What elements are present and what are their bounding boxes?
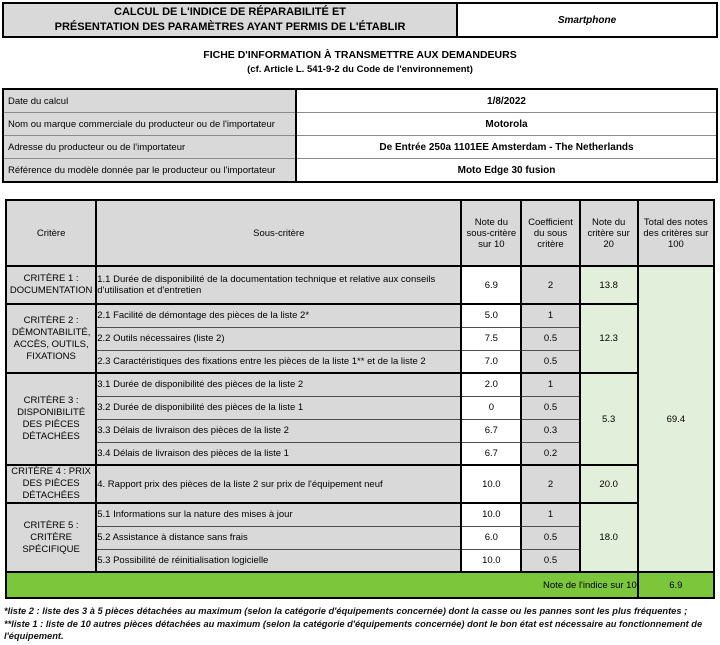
subcriterion-score-cell: 6.7 [461, 442, 521, 465]
subcriterion-cell: 3.4 Délais de livraison des pièces de la liste 1 [96, 442, 461, 465]
subcriterion-cell: 4. Rapport prix des pièces de la liste 2 sur prix de l'équipement neuf [96, 465, 461, 503]
subcriterion-score-cell: 0 [461, 396, 521, 419]
info-row-label: Nom ou marque commerciale du producteur ou de l'importateur [3, 113, 296, 136]
final-index-score: 6.9 [638, 572, 714, 598]
subcriterion-score-cell: 6.9 [461, 266, 521, 304]
coefficient-cell: 2 [521, 266, 579, 304]
coefficient-cell: 0.5 [521, 327, 579, 350]
criterion-score20-cell: 12.3 [580, 304, 638, 373]
subcriterion-cell: 5.2 Assistance à distance sans frais [96, 526, 461, 549]
footnote-liste-1: **liste 1 : liste de 10 autres pièces détachées au maximum (selon la catégorie d'équipements concernée) dont le bon état est nécessaire au fonctionnement de l'équipement. [4, 618, 703, 641]
criterion-row [6, 304, 714, 327]
info-row [3, 136, 717, 159]
total-score100-cell: 69.4 [638, 266, 714, 572]
criterion-cell: CRITÈRE 2 : DÉMONTABILITÉ, ACCÈS, OUTILS, FIXATIONS [6, 304, 96, 373]
criterion-cell: CRITÈRE 3 : DISPONIBILITÉ DES PIÈCES DÉTACHÉES [6, 373, 96, 465]
coefficient-cell: 0.5 [521, 549, 579, 572]
subcriterion-cell: 2.2 Outils nécessaires (liste 2) [96, 327, 461, 350]
title-line-1: CALCUL DE L'INDICE DE RÉPARABILITÉ ET [114, 6, 346, 18]
subcriterion-cell: 2.1 Facilité de démontage des pièces de la liste 2* [96, 304, 461, 327]
final-index-row [6, 572, 714, 598]
criterion-score20-cell: 18.0 [580, 503, 638, 572]
coefficient-cell: 1 [521, 373, 579, 396]
subcriterion-cell: 3.2 Durée de disponibilité des pièces de la liste 1 [96, 396, 461, 419]
subcriterion-cell: 2.3 Caractéristiques des fixations entre les pièces de la liste 1** et de la liste 2 [96, 350, 461, 373]
title-line-2: PRÉSENTATION DES PARAMÈTRES AYANT PERMIS DE L'ÉTABLIR [54, 21, 406, 33]
subcriterion-score-cell: 6.0 [461, 526, 521, 549]
subtitle-line-1: FICHE D'INFORMATION À TRANSMETTRE AUX DEMANDEURS [203, 49, 517, 61]
subcriterion-cell: 5.3 Possibilité de réinitialisation logicielle [96, 549, 461, 572]
coefficient-cell: 0.2 [521, 442, 579, 465]
coefficient-cell: 0.3 [521, 419, 579, 442]
criterion-score20-cell: 20.0 [580, 465, 638, 503]
subtitle-block [2, 49, 718, 75]
info-row [3, 89, 717, 113]
info-row [3, 113, 717, 136]
info-row-value: Moto Edge 30 fusion [296, 159, 717, 183]
subcriterion-score-cell: 10.0 [461, 465, 521, 503]
coefficient-cell: 0.5 [521, 350, 579, 373]
scores-table [5, 199, 715, 599]
info-row-value: Motorola [296, 113, 717, 136]
subcriterion-score-cell: 6.7 [461, 419, 521, 442]
subcriterion-score-cell: 10.0 [461, 503, 521, 526]
subcriterion-score-cell: 5.0 [461, 304, 521, 327]
header-note-critere: Note du critère sur 20 [580, 200, 638, 266]
document-title [2, 2, 458, 38]
criterion-row [6, 465, 714, 503]
criterion-row [6, 266, 714, 304]
criterion-score20-cell: 5.3 [580, 373, 638, 465]
subcriterion-cell: 1.1 Durée de disponibilité de la documentation technique et relative aux conseils d'utilisation et d'entretien [96, 266, 461, 304]
final-index-label: Note de l'indice sur 10 [6, 572, 638, 598]
info-row [3, 159, 717, 183]
producer-info-table [2, 88, 718, 183]
footnote-liste-2: *liste 2 : liste des 3 à 5 pièces détachées au maximum (selon la catégorie d'équipements concernée) dont la casse ou les pannes sont les plus fréquentes ; [4, 606, 688, 616]
subcriterion-score-cell: 7.5 [461, 327, 521, 350]
criterion-row [6, 503, 714, 526]
info-row-label: Date du calcul [3, 89, 296, 113]
info-row-label: Adresse du producteur ou de l'importateur [3, 136, 296, 159]
info-row-value: 1/8/2022 [296, 89, 717, 113]
subcriterion-score-cell: 7.0 [461, 350, 521, 373]
info-row-label: Référence du modèle donnée par le producteur ou l'importateur [3, 159, 296, 183]
title-row [2, 2, 718, 38]
header-total: Total des notes des critères sur 100 [638, 200, 714, 266]
criterion-cell: CRITÈRE 5 : CRITÈRE SPÉCIFIQUE [6, 503, 96, 572]
header-sous-critere: Sous-critère [96, 200, 461, 266]
header-coefficient: Coefficient du sous critère [521, 200, 579, 266]
coefficient-cell: 0.5 [521, 396, 579, 419]
criterion-cell: CRITÈRE 1 : DOCUMENTATION [6, 266, 96, 304]
criterion-score20-cell: 13.8 [580, 266, 638, 304]
product-type-label: Smartphone [456, 2, 718, 38]
info-row-value: De Entrée 250a 1101EE Amsterdam - The Netherlands [296, 136, 717, 159]
header-note-sous-critere: Note du sous-critère sur 10 [461, 200, 521, 266]
coefficient-cell: 1 [521, 304, 579, 327]
coefficient-cell: 0.5 [521, 526, 579, 549]
header-critere: Critère [6, 200, 96, 266]
coefficient-cell: 1 [521, 503, 579, 526]
criterion-cell: CRITÈRE 4 : PRIX DES PIÈCES DÉTACHÉES [6, 465, 96, 503]
scores-table-header-row [6, 200, 714, 266]
subtitle-line-2: (cf. Article L. 541-9-2 du Code de l'environnement) [247, 64, 473, 75]
subcriterion-cell: 3.3 Délais de livraison des pièces de la liste 2 [96, 419, 461, 442]
subcriterion-score-cell: 2.0 [461, 373, 521, 396]
coefficient-cell: 2 [521, 465, 579, 503]
subcriterion-cell: 5.1 Informations sur la nature des mises à jour [96, 503, 461, 526]
subcriterion-score-cell: 10.0 [461, 549, 521, 572]
footnotes [4, 605, 716, 643]
criterion-row [6, 373, 714, 396]
subcriterion-cell: 3.1 Durée de disponibilité des pièces de la liste 2 [96, 373, 461, 396]
